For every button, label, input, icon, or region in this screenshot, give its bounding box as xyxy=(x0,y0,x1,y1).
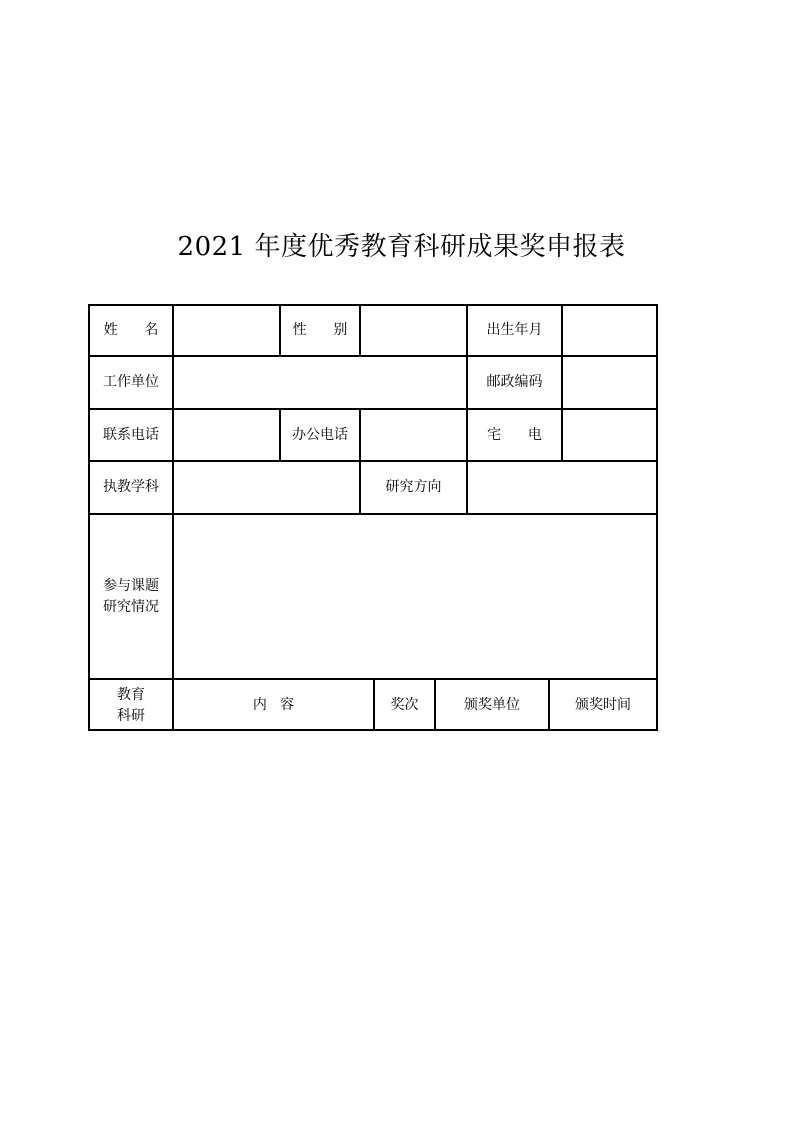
award-time-column-header: 颁奖时间 xyxy=(575,697,631,713)
home-phone-label: 宅 电 xyxy=(487,426,542,443)
gender-label: 性 别 xyxy=(292,322,348,338)
postcode-field[interactable] xyxy=(563,357,656,408)
name-label: 姓 名 xyxy=(103,322,159,338)
contact-phone-field[interactable] xyxy=(174,410,279,460)
project-participation-field[interactable] xyxy=(174,515,656,678)
home-phone-field[interactable] xyxy=(563,410,656,460)
research-label-line2: 科研 xyxy=(117,707,145,724)
office-phone-label: 办公电话 xyxy=(292,426,348,443)
birth-date-label: 出生年月 xyxy=(486,322,543,338)
award-level-column-header: 奖次 xyxy=(390,697,419,713)
work-unit-label: 工作单位 xyxy=(103,374,159,390)
content-column-header: 内 容 xyxy=(252,697,295,713)
subject-label: 执教学科 xyxy=(103,479,159,495)
name-field[interactable] xyxy=(174,306,279,355)
page-title: 2021 年度优秀教育科研成果奖申报表 xyxy=(177,232,626,262)
contact-phone-label: 联系电话 xyxy=(103,426,159,443)
birth-date-field[interactable] xyxy=(563,306,656,355)
office-phone-field[interactable] xyxy=(361,410,466,460)
research-direction-field[interactable] xyxy=(468,462,656,513)
application-form-table xyxy=(88,304,658,731)
research-direction-label: 研究方向 xyxy=(385,479,442,495)
project-label-line1: 参与课题 xyxy=(103,577,159,594)
gender-field[interactable] xyxy=(361,306,466,355)
subject-field[interactable] xyxy=(174,462,359,513)
postcode-label: 邮政编码 xyxy=(486,374,543,390)
award-unit-column-header: 颁奖单位 xyxy=(464,697,520,713)
research-label-line1: 教育 xyxy=(117,686,145,703)
project-participation-label xyxy=(88,515,174,678)
work-unit-field[interactable] xyxy=(174,357,466,408)
research-achievements-label xyxy=(88,680,174,731)
project-label-line2: 研究情况 xyxy=(103,598,159,615)
